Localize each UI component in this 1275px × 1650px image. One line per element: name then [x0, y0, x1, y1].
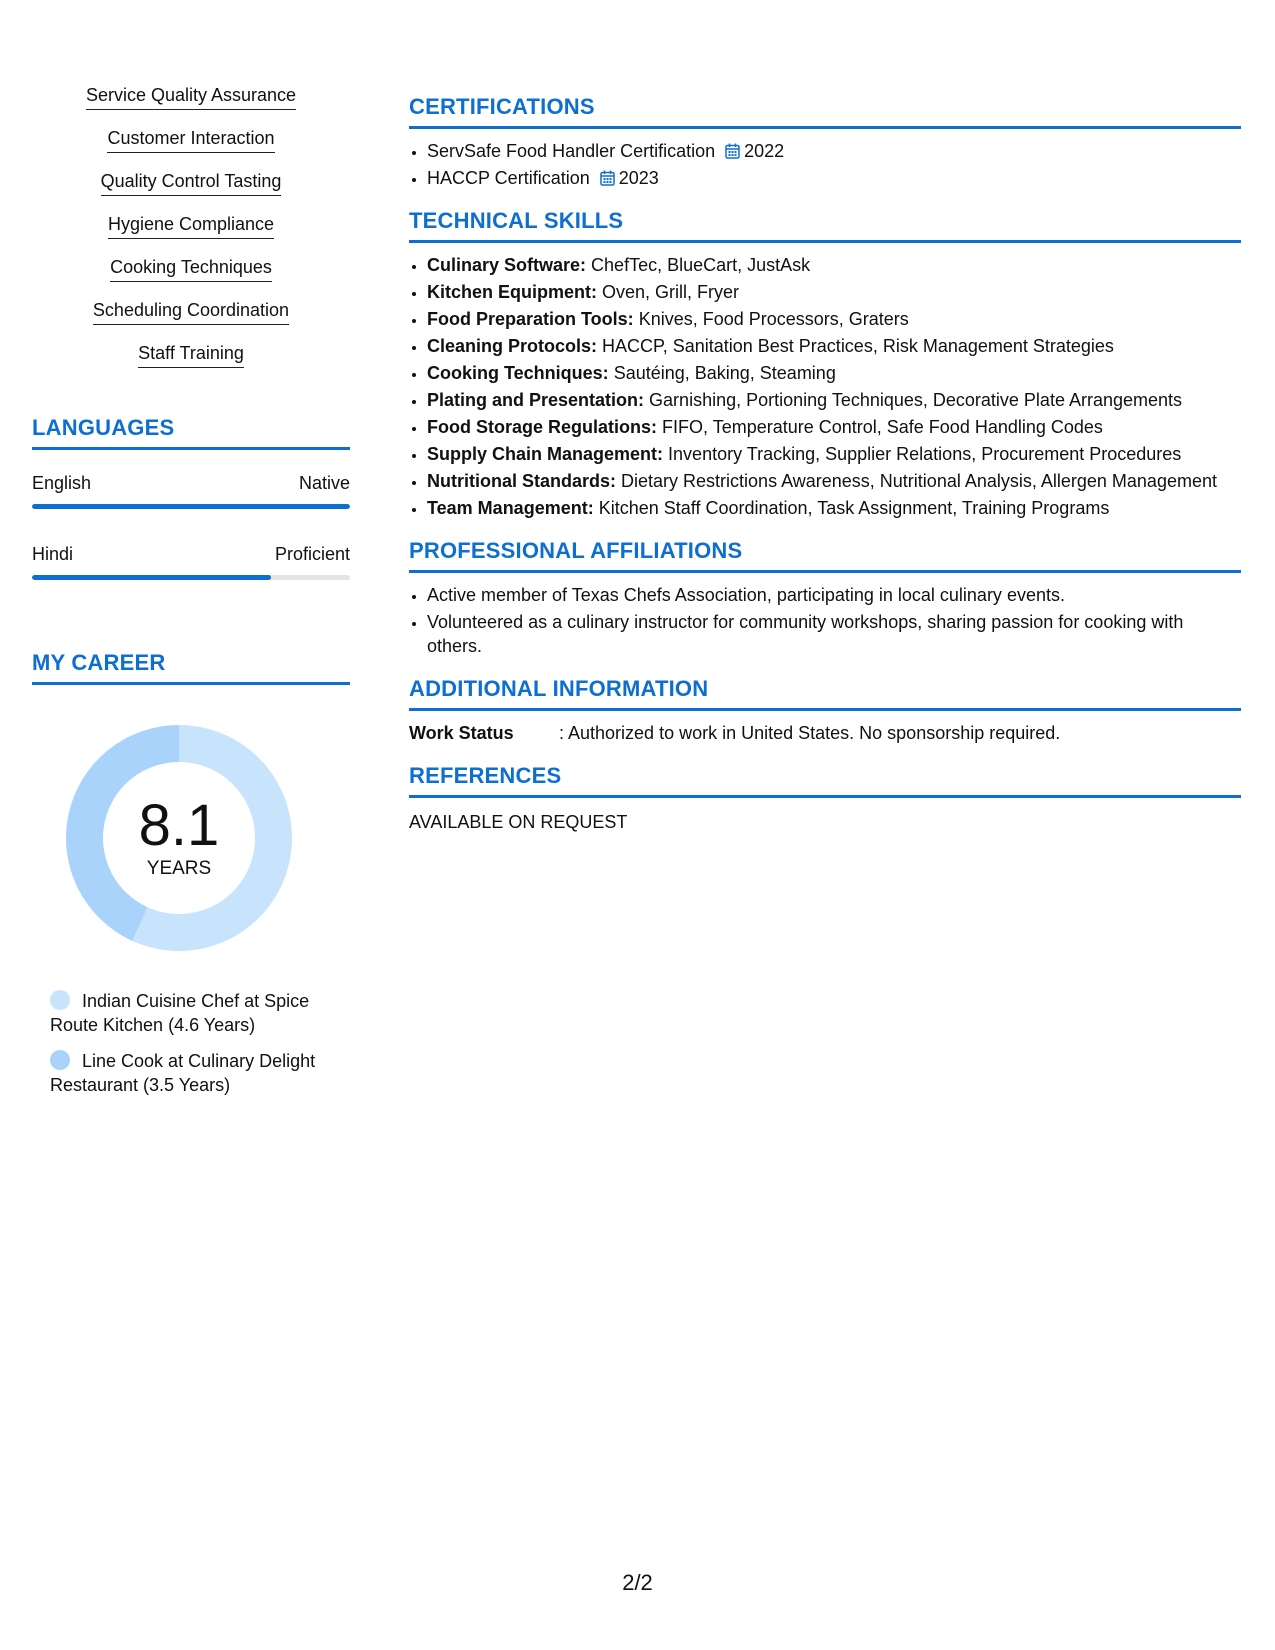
certification-item	[427, 166, 1241, 190]
technical-skill-name: Food Preparation Tools:	[427, 309, 634, 329]
languages-title: LANGUAGES	[32, 415, 350, 450]
affiliation-item: • Volunteered as a culinary instructor for community workshops, sharing passion for cooking with others.	[427, 610, 1241, 658]
references-title: REFERENCES	[409, 763, 1241, 798]
additional-info-title: ADDITIONAL INFORMATION	[409, 676, 1241, 711]
technical-skill-item	[427, 280, 1241, 304]
technical-skill-value: HACCP, Sanitation Best Practices, Risk Management Strategies	[602, 336, 1114, 356]
technical-skill-name: Kitchen Equipment:	[427, 282, 597, 302]
page-number: 2/2	[622, 1570, 653, 1595]
technical-skill-value: FIFO, Temperature Control, Safe Food Handling Codes	[662, 417, 1103, 437]
legend-item	[50, 1049, 340, 1097]
technical-skill-name: Nutritional Standards:	[427, 471, 617, 491]
work-status-row	[409, 721, 1241, 745]
legend-label: Line Cook at Culinary Delight Restaurant (3.5 Years)	[50, 1051, 316, 1095]
language-bar-fill	[32, 575, 271, 580]
language-name: Hindi	[32, 544, 74, 564]
affiliations-title: PROFESSIONAL AFFILIATIONS	[409, 538, 1241, 573]
career-total-value: 8.1	[138, 793, 220, 858]
certification-year: 2022	[744, 141, 785, 161]
language-name: English	[32, 473, 92, 493]
technical-skill-item	[427, 469, 1241, 493]
technical-skill-item	[427, 307, 1241, 331]
language-bar	[32, 575, 350, 580]
skills-list	[32, 84, 350, 385]
technical-skill-value: ChefTec, BlueCart, JustAsk	[591, 255, 811, 275]
legend-dot	[50, 1050, 70, 1070]
technical-skill-item	[427, 415, 1241, 439]
certifications-title: CERTIFICATIONS	[409, 94, 1241, 129]
technical-skill-name: Supply Chain Management:	[427, 444, 664, 464]
technical-skill-item	[427, 442, 1241, 466]
language-row	[32, 472, 350, 494]
skill-tag: Scheduling Coordination	[93, 299, 289, 325]
left-column	[32, 84, 350, 1109]
technical-skills-title: TECHNICAL SKILLS	[409, 208, 1241, 243]
references-text: AVAILABLE ON REQUEST	[409, 812, 628, 832]
technical-skill-value: Inventory Tracking, Supplier Relations, Procurement Procedures	[668, 444, 1182, 464]
certification-item	[427, 139, 1241, 163]
legend-item	[50, 989, 340, 1037]
certifications-list	[409, 139, 1241, 190]
affiliation-item: • Active member of Texas Chefs Association, participating in local culinary events.	[427, 583, 1241, 607]
technical-skill-item	[427, 334, 1241, 358]
legend-dot	[50, 990, 70, 1010]
technical-skill-item	[427, 253, 1241, 277]
technical-skill-value: Kitchen Staff Coordination, Task Assignment, Training Programs	[598, 498, 1110, 518]
skill-tag: Hygiene Compliance	[108, 213, 274, 239]
calendar-icon	[600, 170, 615, 186]
technical-skill-value: Garnishing, Portioning Techniques, Decorative Plate Arrangements	[649, 390, 1183, 410]
career-donut-chart	[66, 725, 292, 951]
skill-tag: Quality Control Tasting	[101, 170, 282, 196]
technical-skill-name: Culinary Software:	[427, 255, 587, 275]
affiliations-list	[409, 583, 1241, 658]
languages-section	[32, 415, 350, 580]
technical-skill-item	[427, 388, 1241, 412]
certification-name: ServSafe Food Handler Certification	[427, 141, 716, 161]
technical-skill-name: Food Storage Regulations:	[427, 417, 658, 437]
technical-skill-value: Oven, Grill, Fryer	[602, 282, 740, 302]
skill-tag: Cooking Techniques	[110, 256, 272, 282]
work-status-label: Work Status	[409, 723, 514, 743]
technical-skill-name: Cleaning Protocols:	[427, 336, 598, 356]
career-title: MY CAREER	[32, 650, 350, 685]
skill-tag: Staff Training	[138, 342, 244, 368]
technical-skill-value: Knives, Food Processors, Graters	[638, 309, 909, 329]
language-bar	[32, 504, 350, 509]
technical-skill-value: Dietary Restrictions Awareness, Nutritional Analysis, Allergen Management	[621, 471, 1217, 491]
technical-skills-list	[409, 253, 1241, 520]
skill-tag: Customer Interaction	[107, 127, 274, 153]
work-status-value: : Authorized to work in United States. No sponsorship required.	[559, 723, 1061, 743]
legend-label: Indian Cuisine Chef at Spice Route Kitchen (4.6 Years)	[50, 991, 310, 1035]
certification-name: HACCP Certification	[427, 168, 590, 188]
calendar-icon	[725, 143, 740, 159]
technical-skill-name: Cooking Techniques:	[427, 363, 609, 383]
donut-center	[66, 725, 292, 951]
technical-skill-item	[427, 361, 1241, 385]
certification-year: 2023	[618, 168, 659, 188]
technical-skill-name: Plating and Presentation:	[427, 390, 645, 410]
language-level: Proficient	[274, 544, 350, 564]
career-section	[32, 650, 350, 1097]
technical-skill-name: Team Management:	[427, 498, 594, 518]
career-total-unit: YEARS	[146, 858, 212, 879]
right-column	[409, 94, 1241, 834]
language-bar-fill	[32, 504, 350, 509]
technical-skill-item	[427, 496, 1241, 520]
language-level: Native	[298, 473, 350, 493]
technical-skill-value: Sautéing, Baking, Steaming	[613, 363, 836, 383]
skill-tag: Service Quality Assurance	[86, 84, 296, 110]
language-row	[32, 543, 350, 565]
career-legend	[50, 989, 340, 1097]
